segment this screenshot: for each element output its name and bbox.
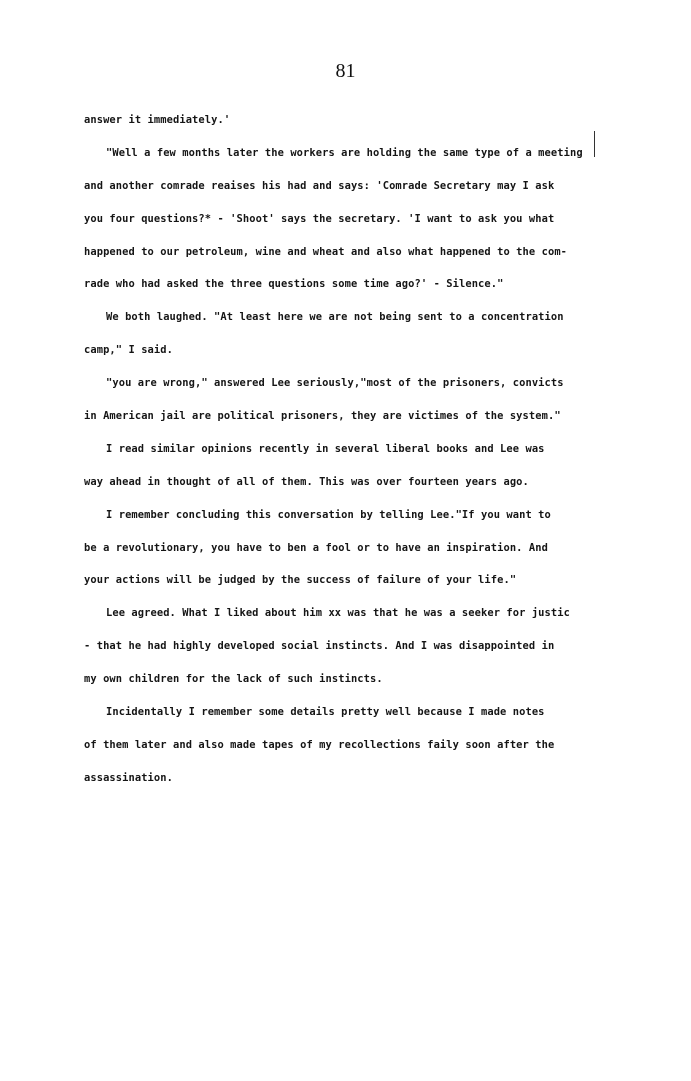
text-line: of them later and also made tapes of my recollections faily soon after the [84, 738, 555, 751]
text-line: I read similar opinions recently in several liberal books and Lee was [106, 442, 545, 455]
text-line: rade who had asked the three questions some time ago?' - Silence." [84, 278, 504, 291]
text-line: camp," I said. [84, 344, 173, 357]
text-line: be a revolutionary, you have to ben a fool or to have an inspiration. And [84, 541, 548, 554]
text-line: answer it immediately.' [84, 114, 231, 126]
text-line: assassination. [84, 771, 173, 784]
text-line: my own children for the lack of such instincts. [84, 673, 383, 686]
text-line: "Well a few months later the workers are holding the same type of a meeting [106, 146, 583, 159]
text-line: you four questions?* - 'Shoot' says the secretary. 'I want to ask you what [84, 212, 555, 225]
text-line: "you are wrong," answered Lee seriously,"most of the prisoners, convicts [106, 377, 564, 390]
text-line: - that he had highly developed social instincts. And I was disappointed in [84, 640, 555, 653]
text-line: in American jail are political prisoners, they are victimes of the system." [84, 410, 561, 423]
text-line: Lee agreed. What I liked about him xx was that he was a seeker for justic [106, 607, 570, 620]
text-line: and another comrade reaises his had and says: 'Comrade Secretary may I ask [84, 179, 555, 192]
text-line: We both laughed. "At least here we are not being sent to a concentration [106, 311, 564, 324]
text-line: I remember concluding this conversation by telling Lee."If you want to [106, 508, 551, 521]
page-body [84, 111, 599, 802]
page-number: 81 [335, 60, 356, 82]
text-line: way ahead in thought of all of them. This was over fourteen years ago. [84, 475, 529, 488]
text-line: happened to our petroleum, wine and wheat and also what happened to the com- [84, 245, 568, 258]
text-line: Incidentally I remember some details pretty well because I made notes [106, 706, 545, 719]
text-line: your actions will be judged by the success of failure of your life." [84, 574, 517, 587]
